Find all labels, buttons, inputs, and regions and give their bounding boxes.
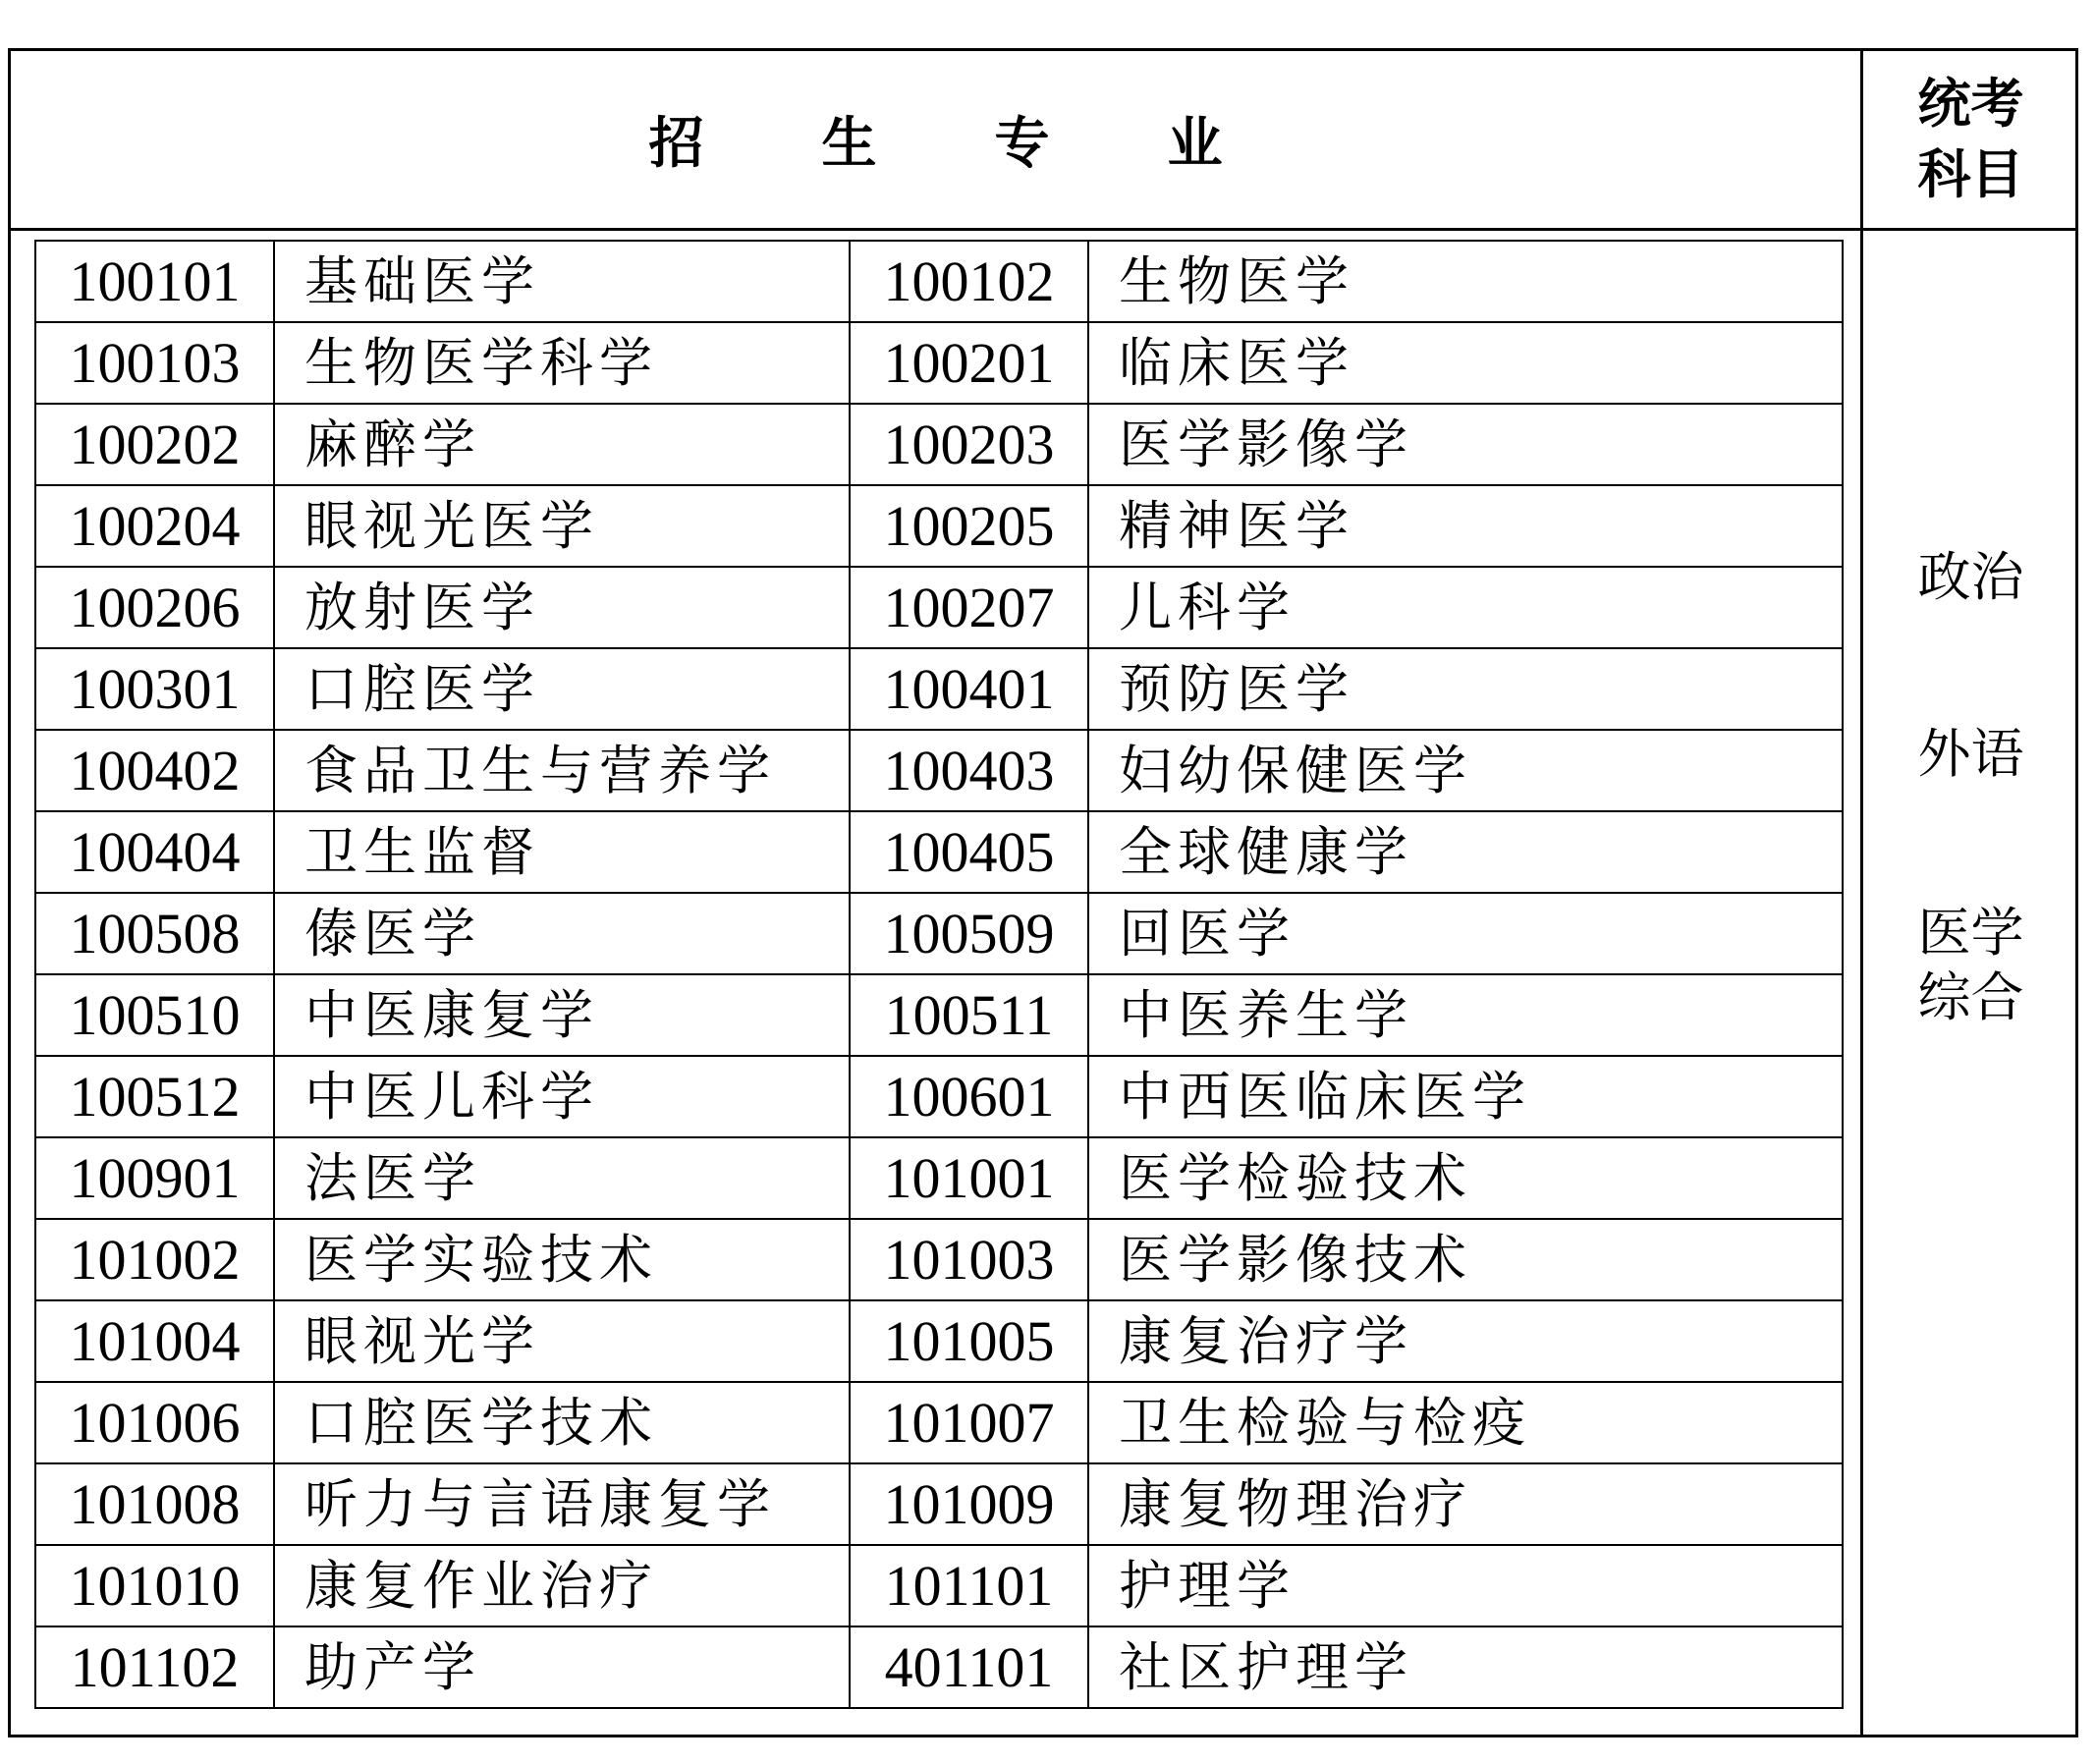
- major-code: 100301: [35, 648, 274, 730]
- major-name: 社区护理学: [1088, 1626, 1843, 1708]
- major-name: 食品卫生与营养学: [274, 730, 850, 811]
- major-name: 口腔医学技术: [274, 1382, 850, 1463]
- major-name: 眼视光医学: [274, 485, 850, 567]
- major-name: 卫生监督: [274, 811, 850, 893]
- major-code: 100510: [35, 974, 274, 1056]
- major-name: 医学影像学: [1088, 404, 1843, 485]
- major-name: 护理学: [1088, 1545, 1843, 1626]
- major-code: 101009: [850, 1463, 1088, 1545]
- table-row: [35, 1137, 1843, 1219]
- major-code: 101004: [35, 1300, 274, 1382]
- major-code: 101001: [850, 1137, 1088, 1219]
- major-code: 101006: [35, 1382, 274, 1463]
- major-name: 医学实验技术: [274, 1219, 850, 1300]
- major-code: 100201: [850, 322, 1088, 404]
- major-code: 401101: [850, 1626, 1088, 1708]
- major-name: 助产学: [274, 1626, 850, 1708]
- header-subject-line2: 科目: [1917, 143, 2024, 205]
- table-row: [35, 404, 1843, 485]
- table-row: [35, 1300, 1843, 1382]
- major-name: 儿科学: [1088, 567, 1843, 648]
- major-code: 101003: [850, 1219, 1088, 1300]
- document-table: [8, 48, 2078, 1737]
- horizontal-divider: [11, 228, 2075, 231]
- major-name: 卫生检验与检疫: [1088, 1382, 1843, 1463]
- major-code: 100202: [35, 404, 274, 485]
- major-name: 中医康复学: [274, 974, 850, 1056]
- major-code: 100101: [35, 241, 274, 322]
- header-subject: [1863, 51, 2078, 228]
- major-code: 101010: [35, 1545, 274, 1626]
- subject-medicine-line2: 综合: [1917, 966, 2024, 1028]
- major-code: 100401: [850, 648, 1088, 730]
- table-row: [35, 1545, 1843, 1626]
- majors-table-body: [35, 241, 1843, 1708]
- major-name: 预防医学: [1088, 648, 1843, 730]
- major-name: 康复物理治疗: [1088, 1463, 1843, 1545]
- table-row: [35, 567, 1843, 648]
- major-name: 生物医学科学: [274, 322, 850, 404]
- major-code: 101002: [35, 1219, 274, 1300]
- major-name: 全球健康学: [1088, 811, 1843, 893]
- major-code: 101101: [850, 1545, 1088, 1626]
- table-row: [35, 322, 1843, 404]
- table-row: [35, 1382, 1843, 1463]
- major-name: 康复治疗学: [1088, 1300, 1843, 1382]
- major-code: 100203: [850, 404, 1088, 485]
- major-code: 100601: [850, 1056, 1088, 1137]
- major-name: 基础医学: [274, 241, 850, 322]
- major-name: 回医学: [1088, 893, 1843, 974]
- table-row: [35, 241, 1843, 322]
- subject-foreign-language: 外语: [1917, 723, 2024, 785]
- table-row: [35, 1463, 1843, 1545]
- major-code: 101007: [850, 1382, 1088, 1463]
- table-row: [35, 730, 1843, 811]
- major-name: 精神医学: [1088, 485, 1843, 567]
- major-name: 麻醉学: [274, 404, 850, 485]
- table-row: [35, 811, 1843, 893]
- major-code: 100102: [850, 241, 1088, 322]
- table-row: [35, 893, 1843, 974]
- major-code: 100508: [35, 893, 274, 974]
- major-name: 口腔医学: [274, 648, 850, 730]
- major-name: 医学影像技术: [1088, 1219, 1843, 1300]
- major-name: 中医养生学: [1088, 974, 1843, 1056]
- header-subject-line1: 统考: [1917, 73, 2024, 135]
- major-name: 康复作业治疗: [274, 1545, 850, 1626]
- major-code: 100204: [35, 485, 274, 567]
- table-row: [35, 1626, 1843, 1708]
- major-code: 100403: [850, 730, 1088, 811]
- major-code: 100402: [35, 730, 274, 811]
- major-name: 听力与言语康复学: [274, 1463, 850, 1545]
- major-name: 法医学: [274, 1137, 850, 1219]
- major-code: 100205: [850, 485, 1088, 567]
- table-row: [35, 1056, 1843, 1137]
- subject-medicine-line1: 医学: [1917, 902, 2024, 964]
- major-code: 100511: [850, 974, 1088, 1056]
- major-name: 生物医学: [1088, 241, 1843, 322]
- major-name: 临床医学: [1088, 322, 1843, 404]
- major-name: 傣医学: [274, 893, 850, 974]
- table-row: [35, 648, 1843, 730]
- exam-subjects: [1863, 231, 2078, 1737]
- header-title: 招生专业: [648, 112, 1341, 176]
- major-code: 101008: [35, 1463, 274, 1545]
- majors-table: [34, 240, 1844, 1709]
- major-name: 放射医学: [274, 567, 850, 648]
- major-name: 医学检验技术: [1088, 1137, 1843, 1219]
- major-code: 101102: [35, 1626, 274, 1708]
- major-code: 101005: [850, 1300, 1088, 1382]
- major-code: 100404: [35, 811, 274, 893]
- major-name: 妇幼保健医学: [1088, 730, 1843, 811]
- subject-politics: 政治: [1917, 546, 2024, 608]
- table-row: [35, 1219, 1843, 1300]
- major-code: 100207: [850, 567, 1088, 648]
- table-row: [35, 485, 1843, 567]
- table-row: [35, 974, 1843, 1056]
- major-name: 中医儿科学: [274, 1056, 850, 1137]
- major-code: 100206: [35, 567, 274, 648]
- major-name: 中西医临床医学: [1088, 1056, 1843, 1137]
- major-code: 100509: [850, 893, 1088, 974]
- major-code: 100103: [35, 322, 274, 404]
- major-name: 眼视光学: [274, 1300, 850, 1382]
- major-code: 100405: [850, 811, 1088, 893]
- major-code: 100901: [35, 1137, 274, 1219]
- major-code: 100512: [35, 1056, 274, 1137]
